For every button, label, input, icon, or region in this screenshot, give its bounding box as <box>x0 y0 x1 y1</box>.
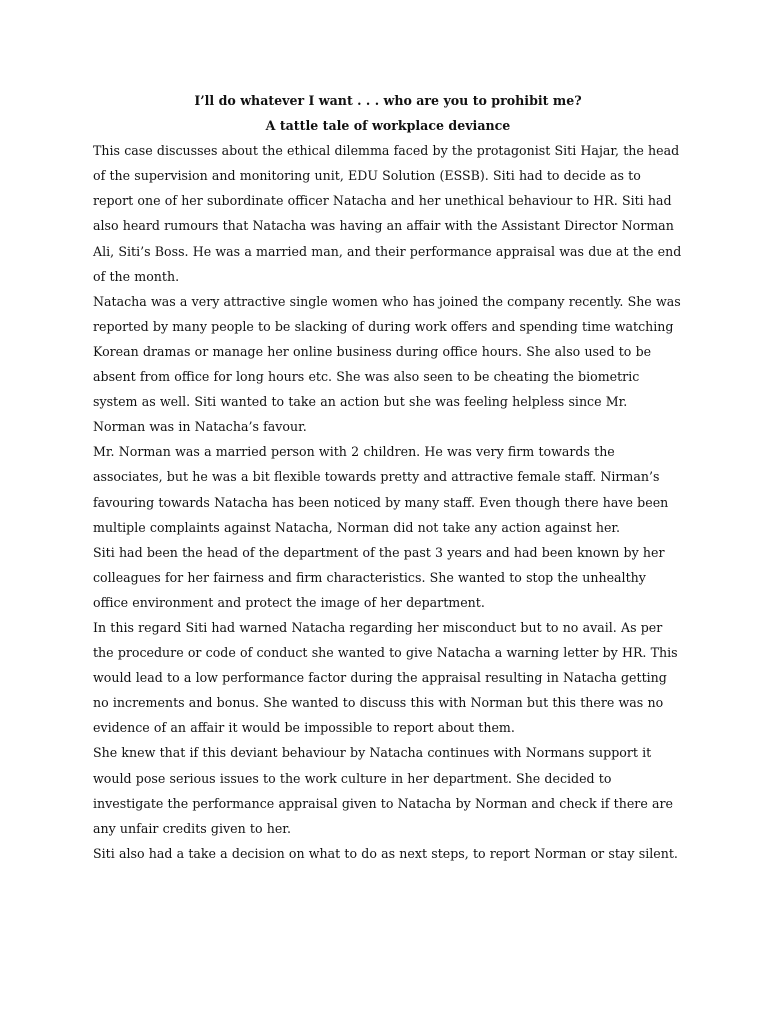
paragraph-7: Siti also had a take a decision on what to do as next steps, to report Norman or stay silent. <box>93 845 678 861</box>
paragraph-4: Siti had been the head of the department of the past 3 years and had been known by her colleagues for her fairness and firm characteristics. She wanted to stop the unhealthy office environment and protect the image of her department. <box>93 544 665 610</box>
document-body <box>93 88 683 866</box>
paragraph-5: In this regard Siti had warned Natacha regarding her misconduct but to no avail. As per the procedure or code of conduct she wanted to give Natacha a warning letter by HR. This would lead to a low performance factor during the appraisal resulting in Natacha getting no increments and bonus. She wanted to discuss this with Norman but this there was no evidence of an affair it would be impossible to report about them. <box>93 619 678 736</box>
paragraph-3: Mr. Norman was a married person with 2 children. He was very firm towards the associates, but he was a bit flexible towards pretty and attractive female staff. Nirman’s favouring towards Natacha has been noticed by many staff. Even though there have been multiple complaints against Natacha, Norman did not take any action against her. <box>93 444 669 535</box>
document-title: I’ll do whatever I want . . . who are you to prohibit me? <box>194 93 582 108</box>
paragraph-6: She knew that if this deviant behaviour by Natacha continues with Normans support it would pose serious issues to the work culture in her department. She decided to investigate the performance appraisal given to Natacha by Norman and check if there are any unfair credits given to her. <box>93 745 673 836</box>
document-subtitle: A tattle tale of workplace deviance <box>265 118 511 134</box>
paragraph-2: Natacha was a very attractive single women who has joined the company recently. She was reported by many people to be slacking of during work offers and spending time watching Korean dramas or manage her online business during office hours. She also used to be absent from office for long hours etc. She was also seen to be cheating the biometric system as well. Siti wanted to take an action but she was feeling helpless since Mr. Norman was in Natacha’s favour. <box>93 293 681 435</box>
paragraph-1: This case discusses about the ethical dilemma faced by the protagonist Siti Hajar, the head of the supervision and monitoring unit, EDU Solution (ESSB). Siti had to decide as to report one of her subordinate officer Natacha and her unethical behaviour to HR. Siti had also heard rumours that Natacha was having an affair with the Assistant Director Norman Ali, Siti’s Boss. He was a married man, and their performance appraisal was due at the end of the month. <box>93 143 682 284</box>
